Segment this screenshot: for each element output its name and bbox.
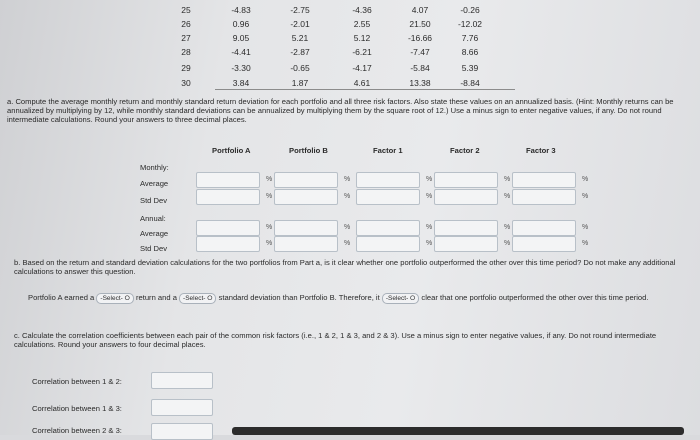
clarity-select[interactable]: -Select- ⭘ [382,293,419,304]
table-cell-value: 2.55 [353,19,371,29]
annual-std-dev-portfolio-b-input[interactable] [274,236,338,252]
sentence-part-3: standard deviation than Portfolio B. Therefore, it [218,293,380,302]
std-dev-select[interactable]: -Select- ⭘ [179,293,216,304]
label-monthly-std-dev: Std Dev [140,196,168,205]
table-cell-value: -4.83 [231,5,251,15]
monthly-std-dev-portfolio-b-input[interactable] [274,189,338,205]
header-factor-1: Factor 1 [373,146,403,155]
table-cell-value: 5.39 [461,63,479,73]
header-portfolio-a: Portfolio A [212,146,251,155]
header-portfolio-b: Portfolio B [289,146,328,155]
table-cell-value: 1.87 [291,78,309,88]
annual-average-factor-1-input[interactable] [356,220,420,236]
part-c-question [14,331,684,349]
monthly-std-dev-portfolio-a-input[interactable] [196,189,260,205]
table-cell-value: 21.50 [409,19,431,29]
percent-sign: % [426,176,433,183]
table-cell-value: 13.38 [409,78,431,88]
percent-sign: % [426,240,433,247]
percent-sign: % [582,193,589,200]
annual-std-dev-factor-3-input[interactable] [512,236,576,252]
percent-sign: % [344,224,351,231]
table-cell-value: -7.47 [410,47,430,57]
table-cell-value: -8.84 [460,78,480,88]
annual-average-factor-2-input[interactable] [434,220,498,236]
monthly-std-dev-factor-2-input[interactable] [434,189,498,205]
part-a-text: a. Compute the average monthly return and monthly standard return deviation for each portfolio and all three risk factors. Also state these values on an annualized basis. (Hint: Monthly returns can be annualized by multiplying by 12, while monthly standard deviations can be annualized by multiplying them by the square root of 12.) Use a minus sign to enter negative values, if any. Do not round intermediate calculations. Round your answers to three decimal places. [7,97,674,124]
percent-sign: % [504,240,511,247]
table-cell-value: 9.05 [232,33,250,43]
percent-sign: % [426,193,433,200]
table-cell-value: -2.01 [290,19,310,29]
table-cell-value: 4.61 [353,78,371,88]
sentence-part-4: clear that one portfolio outperformed the other over this time period. [421,293,649,302]
percent-sign: % [504,224,511,231]
table-cell-value: -4.41 [231,47,251,57]
label-annual-std-dev: Std Dev [140,244,168,253]
percent-sign: % [504,176,511,183]
return-select-label: -Select- [100,294,123,302]
percent-sign: % [582,224,589,231]
percent-sign: % [344,240,351,247]
percent-sign: % [426,224,433,231]
part-b-question [14,258,684,276]
percent-sign: % [344,193,351,200]
table-cell-value: -0.65 [290,63,310,73]
label-annual: Annual: [140,214,166,223]
corr-1-3-label: Correlation between 1 & 3: [32,404,122,413]
monthly-average-factor-1-input[interactable] [356,172,420,188]
percent-sign: % [266,193,273,200]
annual-std-dev-factor-1-input[interactable] [356,236,420,252]
annual-std-dev-factor-2-input[interactable] [434,236,498,252]
annual-average-portfolio-b-input[interactable] [274,220,338,236]
monthly-average-portfolio-a-input[interactable] [196,172,260,188]
table-cell-month: 26 [181,19,191,29]
percent-sign: % [504,193,511,200]
table-cell-value: -2.87 [290,47,310,57]
taskbar-strip [232,427,684,435]
part-b-text: b. Based on the return and standard deviation calculations for the two portfolios from Part a, is it clear whether one portfolio outperformed the other over this time period? Do not make any additional calculations to answer this question. [14,258,676,276]
annual-std-dev-portfolio-a-input[interactable] [196,236,260,252]
return-select[interactable]: -Select- ⭘ [96,293,133,304]
table-cell-value: -2.75 [290,5,310,15]
table-cell-value: 8.66 [461,47,479,57]
monthly-average-portfolio-b-input[interactable] [274,172,338,188]
std-dev-select-label: -Select- [183,294,206,302]
table-cell-value: -6.21 [352,47,372,57]
table-cell-value: -12.02 [457,19,483,29]
corr-1-2-label: Correlation between 1 & 2: [32,377,122,386]
table-cell-value: 5.12 [353,33,371,43]
monthly-average-factor-3-input[interactable] [512,172,576,188]
part-b-answer-sentence [28,292,688,304]
table-bottom-rule [215,89,515,90]
table-cell-month: 28 [181,47,191,57]
part-c-text: c. Calculate the correlation coefficients between each pair of the common risk factors (i.e., 1 & 2, 1 & 3, and 2 & 3). Use a minus sign to enter negative values, if any. Do not round intermediate calculations. Round your answers to four decimal places. [14,331,657,349]
percent-sign: % [266,240,273,247]
annual-average-factor-3-input[interactable] [512,220,576,236]
table-cell-value: -16.66 [407,33,433,43]
part-a-instructions [7,97,677,124]
label-annual-average: Average [140,229,169,238]
table-cell-value: -3.30 [231,63,251,73]
table-cell-value: 7.76 [461,33,479,43]
table-cell-value: 4.07 [411,5,429,15]
table-cell-value: 3.84 [232,78,250,88]
corr-1-2-input[interactable] [151,372,213,389]
table-cell-month: 30 [181,78,191,88]
clarity-select-label: -Select- [385,294,409,302]
monthly-average-factor-2-input[interactable] [434,172,498,188]
label-monthly: Monthly: [140,163,169,172]
header-factor-3: Factor 3 [526,146,556,155]
table-cell-month: 25 [181,5,191,15]
percent-sign: % [582,176,589,183]
percent-sign: % [266,224,273,231]
corr-1-3-input[interactable] [151,399,213,416]
percent-sign: % [266,176,273,183]
monthly-std-dev-factor-1-input[interactable] [356,189,420,205]
header-factor-2: Factor 2 [450,146,480,155]
table-cell-value: -4.17 [352,63,372,73]
sentence-part-1: Portfolio A earned a [28,293,95,302]
table-cell-value: -5.84 [410,63,430,73]
table-cell-month: 27 [181,33,191,43]
corr-2-3-label: Correlation between 2 & 3: [32,426,122,435]
table-cell-value: 5.21 [291,33,309,43]
annual-average-portfolio-a-input[interactable] [196,220,260,236]
label-monthly-average: Average [140,179,169,188]
percent-sign: % [582,240,589,247]
table-cell-value: -0.26 [460,5,480,15]
table-cell-value: -4.36 [352,5,372,15]
sentence-part-2: return and a [135,293,177,302]
monthly-std-dev-factor-3-input[interactable] [512,189,576,205]
corr-2-3-input[interactable] [151,423,213,440]
table-cell-month: 29 [181,63,191,73]
percent-sign: % [344,176,351,183]
table-cell-value: 0.96 [232,19,250,29]
